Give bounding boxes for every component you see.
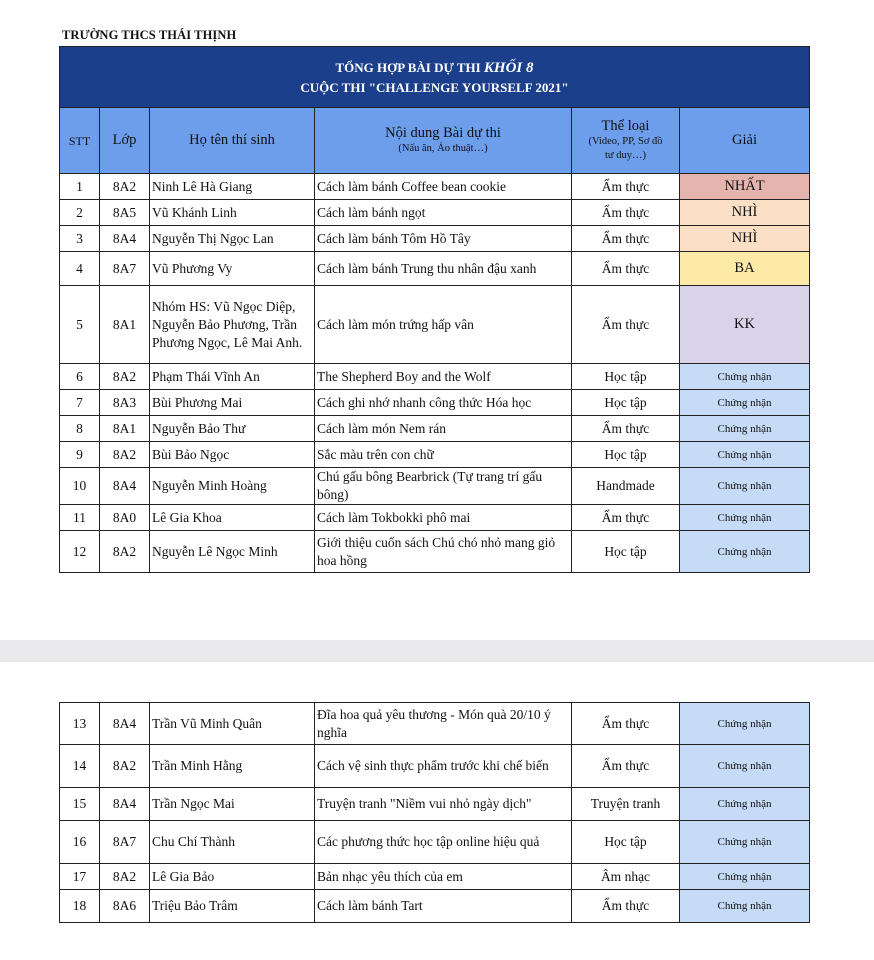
cell-stt: 5 [60,286,100,364]
cell-entry-content: Cách làm Tokbokki phô mai [315,505,572,531]
cell-entry-content: Truyện tranh "Niềm vui nhỏ ngày dịch" [315,788,572,821]
cell-student-name: Bùi Bảo Ngọc [150,442,315,468]
cell-stt: 1 [60,174,100,200]
cell-award: Chứng nhận [680,890,810,923]
cell-class: 8A0 [100,505,150,531]
cell-class: 8A5 [100,200,150,226]
cell-stt: 18 [60,890,100,923]
cell-category: Truyện tranh [572,788,680,821]
cell-category: Ẩm thực [572,505,680,531]
table-row [60,252,810,286]
cell-award: Chứng nhận [680,416,810,442]
cell-award: NHÌ [680,200,810,226]
cell-award: Chứng nhận [680,505,810,531]
table-row [60,468,810,505]
table-row [60,200,810,226]
cell-student-name: Phạm Thái Vĩnh An [150,364,315,390]
cell-stt: 2 [60,200,100,226]
cell-entry-content: Cách làm bánh Tôm Hồ Tây [315,226,572,252]
cell-stt: 11 [60,505,100,531]
table-row [60,390,810,416]
cell-class: 8A7 [100,252,150,286]
cell-student-name: Nguyễn Thị Ngọc Lan [150,226,315,252]
cell-category: Học tập [572,364,680,390]
cell-student-name: Bùi Phương Mai [150,390,315,416]
cell-class: 8A2 [100,174,150,200]
cell-student-name: Trần Minh Hằng [150,745,315,788]
cell-entry-content: Chú gấu bông Bearbrick (Tự trang trí gấu bông) [315,468,572,505]
header-content: Nội dung Bài dự thi (Nấu ăn, Ảo thuật…) [315,108,572,174]
cell-student-name: Triệu Bảo Trâm [150,890,315,923]
cell-category: Ẩm thực [572,745,680,788]
cell-student-name: Nhóm HS: Vũ Ngọc Diệp, Nguyễn Bảo Phương, Trần Phương Ngọc, Lê Mai Anh. [150,286,315,364]
cell-entry-content: Các phương thức học tập online hiệu quả [315,821,572,864]
cell-award: Chứng nhận [680,531,810,573]
cell-award: NHẤT [680,174,810,200]
cell-award: KK [680,286,810,364]
cell-entry-content: Cách làm bánh ngọt [315,200,572,226]
table-row [60,531,810,573]
cell-stt: 3 [60,226,100,252]
cell-category: Học tập [572,442,680,468]
cell-entry-content: Đĩa hoa quả yêu thương - Món quà 20/10 ý nghĩa [315,703,572,745]
cell-student-name: Trần Vũ Minh Quân [150,703,315,745]
cell-award: Chứng nhận [680,364,810,390]
table-row [60,703,810,745]
cell-category: Ẩm thực [572,890,680,923]
cell-class: 8A1 [100,416,150,442]
table-row [60,788,810,821]
table-row [60,364,810,390]
header-award: Giải [680,108,810,174]
cell-class: 8A2 [100,864,150,890]
table-row [60,890,810,923]
cell-award: Chứng nhận [680,442,810,468]
cell-class: 8A4 [100,788,150,821]
document-page-2 [0,662,874,960]
results-table-part-2 [59,702,810,923]
cell-entry-content: Cách làm món trứng hấp vân [315,286,572,364]
cell-stt: 17 [60,864,100,890]
cell-stt: 16 [60,821,100,864]
table-row [60,174,810,200]
cell-category: Ẩm thực [572,703,680,745]
cell-stt: 7 [60,390,100,416]
table-row [60,226,810,252]
cell-category: Âm nhạc [572,864,680,890]
cell-category: Handmade [572,468,680,505]
cell-student-name: Nguyễn Bảo Thư [150,416,315,442]
cell-stt: 8 [60,416,100,442]
cell-student-name: Nguyễn Lê Ngọc Minh [150,531,315,573]
cell-category: Ẩm thực [572,252,680,286]
column-header-row [60,108,810,174]
cell-class: 8A4 [100,226,150,252]
cell-entry-content: Bản nhạc yêu thích của em [315,864,572,890]
title-line1-prefix: TỔNG HỢP BÀI DỰ THI [335,59,484,75]
title-line2: CUỘC THI "CHALLENGE YOURSELF 2021" [300,79,569,95]
cell-award: NHÌ [680,226,810,252]
cell-award: Chứng nhận [680,390,810,416]
cell-student-name: Lê Gia Khoa [150,505,315,531]
table-title [60,47,810,108]
cell-student-name: Lê Gia Bảo [150,864,315,890]
cell-class: 8A4 [100,468,150,505]
cell-entry-content: Cách vệ sinh thực phẩm trước khi chế biến [315,745,572,788]
cell-entry-content: Cách làm bánh Trung thu nhân đậu xanh [315,252,572,286]
cell-stt: 4 [60,252,100,286]
cell-stt: 6 [60,364,100,390]
table-row [60,286,810,364]
cell-entry-content: Cách làm món Nem rán [315,416,572,442]
header-name: Họ tên thí sinh [150,108,315,174]
header-stt: STT [60,108,100,174]
cell-stt: 9 [60,442,100,468]
table-row [60,821,810,864]
cell-stt: 10 [60,468,100,505]
table-row [60,416,810,442]
cell-stt: 15 [60,788,100,821]
cell-entry-content: The Shepherd Boy and the Wolf [315,364,572,390]
cell-class: 8A2 [100,531,150,573]
cell-student-name: Nguyễn Minh Hoàng [150,468,315,505]
cell-class: 8A2 [100,364,150,390]
table-row [60,505,810,531]
cell-category: Học tập [572,531,680,573]
table-row [60,442,810,468]
cell-stt: 12 [60,531,100,573]
cell-entry-content: Sắc màu trên con chữ [315,442,572,468]
cell-entry-content: Cách ghi nhớ nhanh công thức Hóa học [315,390,572,416]
cell-stt: 13 [60,703,100,745]
cell-entry-content: Giới thiệu cuốn sách Chú chó nhỏ mang giỏ hoa hồng [315,531,572,573]
cell-student-name: Vũ Phương Vy [150,252,315,286]
cell-class: 8A2 [100,745,150,788]
cell-award: Chứng nhận [680,745,810,788]
school-name: TRƯỜNG THCS THÁI THỊNH [62,28,237,42]
cell-student-name: Ninh Lê Hà Giang [150,174,315,200]
cell-category: Ẩm thực [572,286,680,364]
cell-entry-content: Cách làm bánh Tart [315,890,572,923]
cell-award: Chứng nhận [680,864,810,890]
cell-class: 8A4 [100,703,150,745]
header-lop: Lớp [100,108,150,174]
title-grade: KHỐI 8 [483,59,534,76]
cell-student-name: Vũ Khánh Linh [150,200,315,226]
table-row [60,745,810,788]
table-row [60,864,810,890]
cell-class: 8A1 [100,286,150,364]
header-category: Thể loại (Video, PP, Sơ đồ tư duy…) [572,108,680,174]
cell-class: 8A7 [100,821,150,864]
cell-award: Chứng nhận [680,788,810,821]
cell-award: Chứng nhận [680,703,810,745]
cell-category: Học tập [572,821,680,864]
cell-stt: 14 [60,745,100,788]
table-body-part-2 [60,703,810,923]
cell-award: Chứng nhận [680,821,810,864]
results-table-part-1 [59,46,810,573]
cell-class: 8A2 [100,442,150,468]
cell-category: Ẩm thực [572,174,680,200]
cell-class: 8A6 [100,890,150,923]
cell-category: Ẩm thực [572,226,680,252]
cell-category: Ẩm thực [572,416,680,442]
cell-class: 8A3 [100,390,150,416]
cell-student-name: Chu Chí Thành [150,821,315,864]
table-body-part-1 [60,174,810,573]
cell-category: Học tập [572,390,680,416]
cell-entry-content: Cách làm bánh Coffee bean cookie [315,174,572,200]
cell-award: Chứng nhận [680,468,810,505]
cell-category: Ẩm thực [572,200,680,226]
cell-student-name: Trần Ngọc Mai [150,788,315,821]
cell-award: BA [680,252,810,286]
